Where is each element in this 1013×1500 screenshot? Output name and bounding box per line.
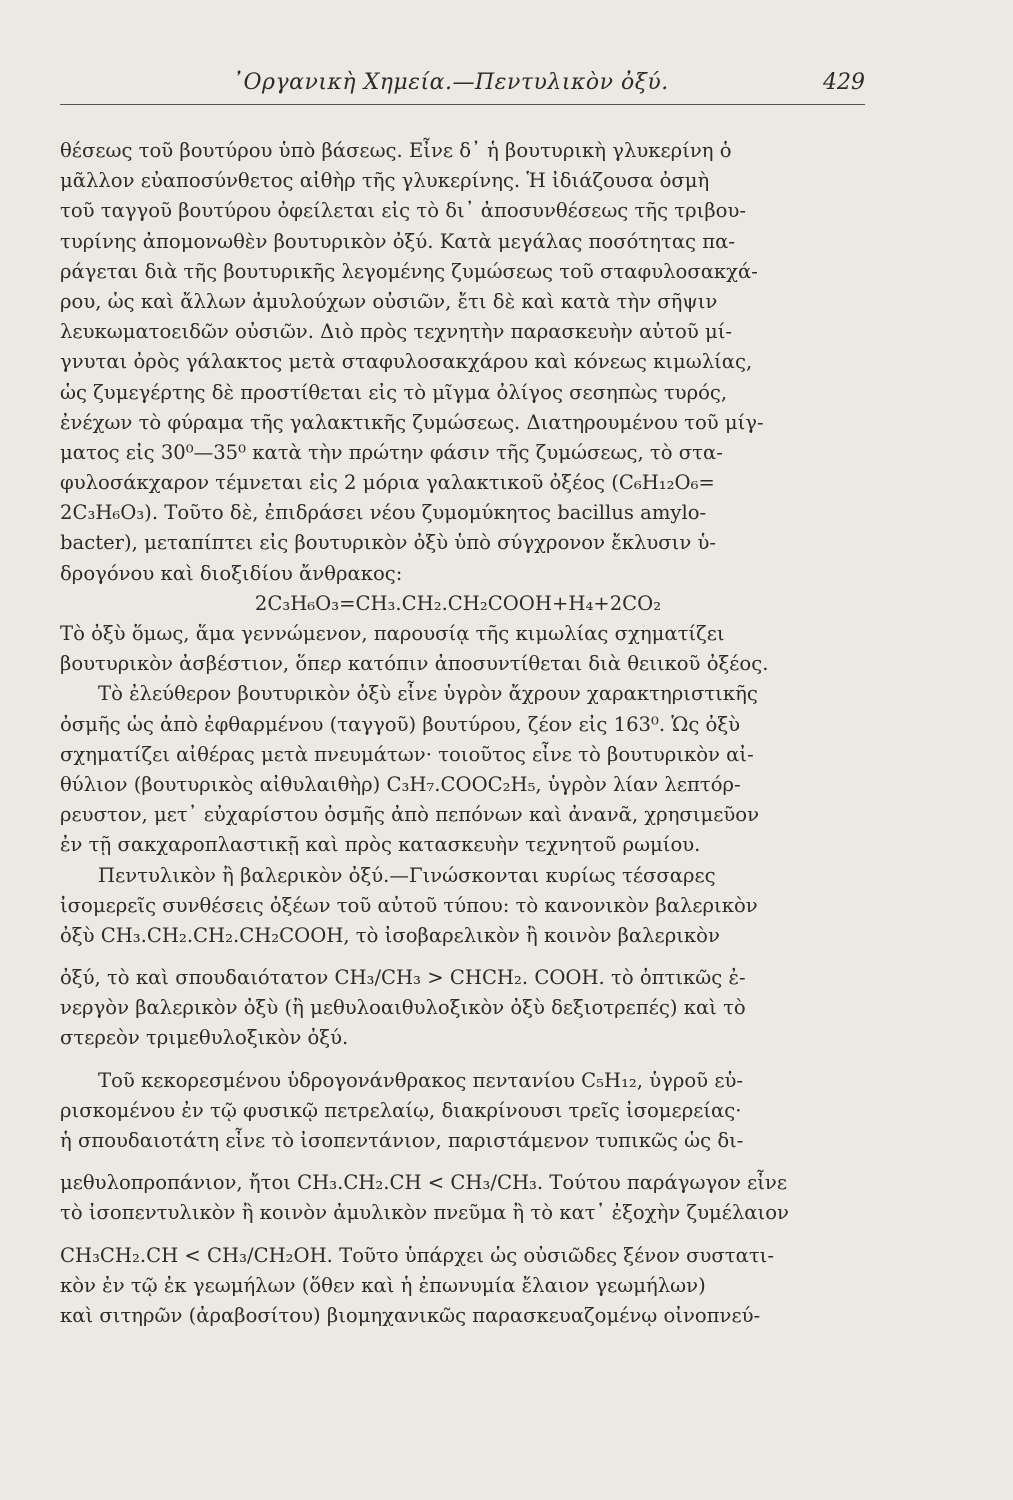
text-line: bacter), μεταπίπτει εἰς βουτυρικὸν ὀξὺ ὑπὸ σύγχρονον ἔκλυσιν ὑ-	[60, 531, 717, 555]
chemical-equation: 2C₃H₆O₃=CH₃.CH₂.CH₂COOH+H₄+2CO₂	[254, 591, 662, 615]
text-line: μᾶλλον εὐαποσύνθετος αἰθὴρ τῆς γλυκερίνης. Ἡ ἰδιάζουσα ὀσμὴ	[60, 169, 710, 193]
page-header	[60, 62, 865, 105]
body-text	[60, 136, 856, 1331]
text-line: τυρίνης ἀπομονωθὲν βουτυρικὸν ὀξύ. Κατὰ μεγάλας ποσότητας πα-	[60, 229, 735, 253]
text-line: ὀσμῆς ὡς ἀπὸ ἐφθαρμένου (ταγγοῦ) βουτύρου, ζέον εἰς 163⁰. Ὡς ὀξὺ	[60, 712, 741, 736]
text-line: θέσεως τοῦ βουτύρου ὑπὸ βάσεως. Εἶνε δ᾽ ἡ βουτυρικὴ γλυκερίνη ὁ	[60, 139, 732, 162]
text-line: ὡς ζυμεγέρτης δὲ προστίθεται εἰς τὸ μῖγμα ὀλίγος σεσηπὼς τυρός,	[60, 380, 728, 404]
section-heading-line: Πεντυλικὸν ἢ βαλερικὸν ὀξύ.—Γινώσκονται κυρίως τέσσαρες	[98, 863, 716, 887]
text-line: 2C₃H₆O₃). Τοῦτο δὲ, ἐπιδράσει νέου ζυμομύκητος bacillus amylo-	[60, 501, 707, 525]
spacer	[60, 1054, 856, 1066]
text-line: ἐν τῇ σακχαροπλαστικῇ καὶ πρὸς κατασκευὴν τεχνητοῦ ρωμίου.	[60, 833, 701, 857]
text-line: δρογόνου καὶ διοξιδίου ἄνθρακος:	[60, 561, 403, 585]
spacer	[60, 1229, 856, 1241]
text-line: βουτυρικὸν ἀσβέστιον, ὅπερ κατόπιν ἀποσυντίθεται διὰ θειικοῦ ὀξέος.	[60, 652, 769, 676]
text-line: τοῦ ταγγοῦ βουτύρου ὀφείλεται εἰς τὸ δι᾽ ἀποσυνθέσεως τῆς τριβου-	[60, 199, 746, 223]
text-line: καὶ σιτηρῶν (ἀραβοσίτου) βιομηχανικῶς παρασκευαζομένῳ οἰνοπνεύ-	[60, 1303, 761, 1327]
text-line: ὀξὺ CH₃.CH₂.CH₂.CH₂COOH, τὸ ἰσοβαρελικὸν ἢ κοινὸν βαλερικὸν	[60, 923, 720, 947]
text-line: νεργὸν βαλερικὸν ὀξὺ (ἢ μεθυλοαιθυλοξικὸν ὀξὺ δεξιοτρεπές) καὶ τὸ	[60, 996, 746, 1020]
text-line: θύλιον (βουτυρικὸς αἰθυλαιθὴρ) C₃H₇.COOC₂H₅, ὑγρὸν λίαν λεπτόρ-	[60, 772, 741, 796]
text-line: ράγεται διὰ τῆς βουτυρικῆς λεγομένης ζυμώσεως τοῦ σταφυλοσακχά-	[60, 259, 758, 283]
paragraph-start-line: Τὸ ἐλεύθερον βουτυρικὸν ὀξὺ εἶνε ὑγρὸν ἄχρουν χαρακτηριστικῆς	[98, 682, 758, 706]
text-line: μεθυλοπροπάνιον, ἤτοι CH₃.CH₂.CH < CH₃/CH₃. Τούτου παράγωγον εἶνε	[60, 1171, 787, 1195]
text-line: λευκωματοειδῶν οὐσιῶν. Διὸ πρὸς τεχνητὴν παρασκευὴν αὐτοῦ μί-	[60, 320, 733, 344]
spacer	[60, 951, 856, 963]
text-line: ρου, ὡς καὶ ἄλλων ἀμυλούχων οὐσιῶν, ἔτι δὲ καὶ κατὰ τὴν σῆψιν	[60, 289, 718, 313]
text-line: ἐνέχων τὸ φύραμα τῆς γαλακτικῆς ζυμώσεως. Διατηρουμένου τοῦ μίγ-	[60, 410, 764, 434]
text-line: CH₃CH₂.CH < CH₃/CH₂OH. Τοῦτο ὑπάρχει ὡς οὐσιῶδες ξένον συστατι-	[60, 1243, 774, 1267]
text-line: Τὸ ὀξὺ ὅμως, ἅμα γεννώμενον, παρουσίᾳ τῆς κιμωλίας σχηματίζει	[60, 622, 725, 645]
text-line: ἰσομερεῖς συνθέσεις ὀξέων τοῦ αὐτοῦ τύπου: τὸ κανονικὸν βαλερικὸν	[60, 893, 758, 917]
text-line: ρευστον, μετ᾽ εὐχαρίστου ὀσμῆς ἀπὸ πεπόνων καὶ ἀνανᾶ, χρησιμεῦον	[60, 803, 759, 827]
text-line: ματος εἰς 30⁰—35⁰ κατὰ τὴν πρώτην φάσιν τῆς ζυμώσεως, τὸ στα-	[60, 440, 723, 464]
text-line: φυλοσάκχαρον τέμνεται εἰς 2 μόρια γαλακτικοῦ ὀξέος (C₆H₁₂O₆=	[60, 471, 715, 495]
running-title: ᾽Οργανικὴ Χημεία.—Πεντυλικὸν ὀξύ.	[232, 70, 669, 95]
text-line: ἡ σπουδαιοτάτη εἶνε τὸ ἰσοπεντάνιον, παριστάμενον τυπικῶς ὡς δι-	[60, 1129, 744, 1152]
text-line: ὀξύ, τὸ καὶ σπουδαιότατον CH₃/CH₃ > CHCH₂. COOH. τὸ ὀπτικῶς ἐ-	[60, 966, 746, 990]
text-line: ρισκομένου ἐν τῷ φυσικῷ πετρελαίῳ, διακρίνουσι τρεῖς ἰσομερείας·	[60, 1098, 742, 1122]
text-line: κὸν ἐν τῷ ἐκ γεωμήλων (ὅθεν καὶ ἡ ἐπωνυμία ἔλαιον γεωμήλων)	[60, 1273, 706, 1297]
paragraph-start-line: Τοῦ κεκορεσμένου ὑδρογονάνθρακος πεντανίου C₅H₁₂, ὑγροῦ εὑ-	[98, 1068, 743, 1092]
spacer	[60, 1156, 856, 1168]
text-line: γνυται ὀρὸς γάλακτος μετὰ σταφυλοσακχάρου καὶ κόνεως κιμωλίας,	[60, 350, 753, 374]
page-number: 429	[823, 70, 865, 95]
text-line: τὸ ἰσοπεντυλικὸν ἢ κοινὸν ἀμυλικὸν πνεῦμα ἢ τὸ κατ᾽ ἐξοχὴν ζυμέλαιον	[60, 1201, 789, 1225]
text-line: σχηματίζει αἰθέρας μετὰ πνευμάτων· τοιοῦτος εἶνε τὸ βουτυρικὸν αἰ-	[60, 742, 754, 766]
text-line: στερεὸν τριμεθυλοξικὸν ὀξύ.	[60, 1026, 349, 1050]
